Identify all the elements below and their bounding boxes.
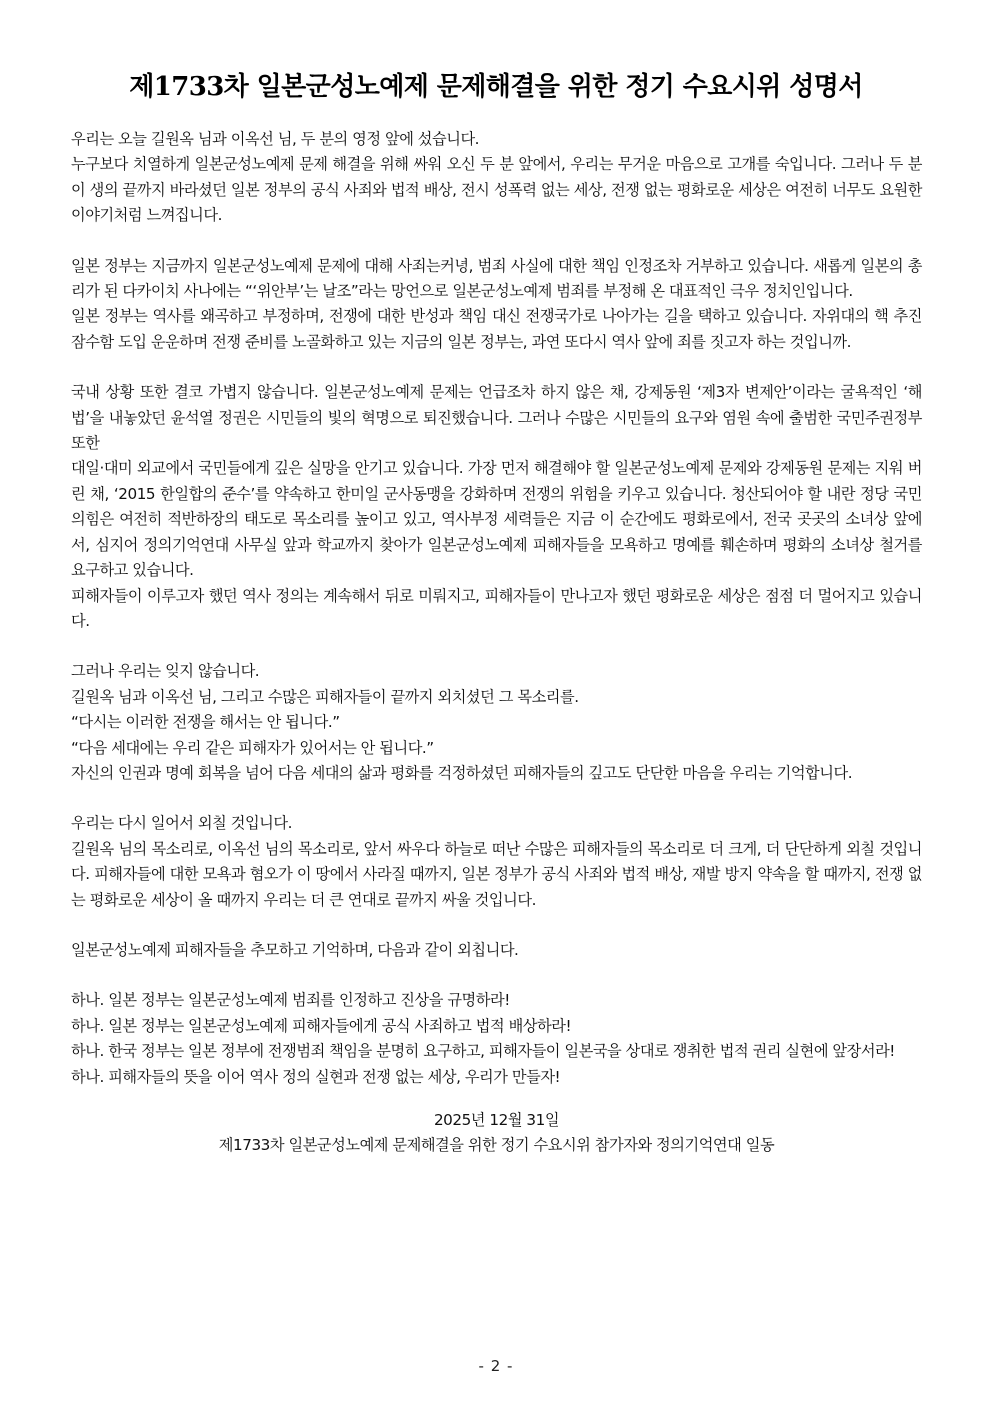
paragraph-7: 피해자들이 이루고자 했던 역사 정의는 계속해서 뒤로 미뤄지고, 피해자들이 만나고자 했던 평화로운 세상은 점점 더 멀어지고 있습니다. bbox=[71, 586, 922, 630]
resolution-4: 하나. 피해자들의 뜻을 이어 역사 정의 실현과 전쟁 없는 세상, 우리가 만들자! bbox=[71, 1067, 561, 1086]
paragraph-gap bbox=[71, 229, 922, 254]
paragraph-9: 길원옥 님과 이옥선 님, 그리고 수많은 피해자들이 끝까지 외치셨던 그 목소리를. bbox=[71, 687, 579, 706]
paragraph-12: 길원옥 님의 목소리로, 이옥선 님의 목소리로, 앞서 싸우다 하늘로 떠난 수많은 피해자들의 목소리로 더 크게, 더 단단하게 외칠 것입니다. 피해자들에 대한 모욕과 혐오가 이 땅에서 사라질 때까지, 일본 정부가 공식 사죄와 법적 배상, 재발 방지 약속을 할 때까지, 전쟁 없는 평화로운 세상이 올 때까지 우리는 더 큰 연대로 끝까지 싸울 것입니다. bbox=[71, 839, 922, 909]
paragraph-8: 그러나 우리는 잊지 않습니다. bbox=[71, 662, 260, 681]
statement-signatory: 제1733차 일본군성노예제 문제해결을 위한 정기 수요시위 참가자와 정의기억연대 일동 bbox=[218, 1136, 775, 1155]
paragraph-gap bbox=[71, 963, 922, 988]
quote-2: “다음 세대에는 우리 같은 피해자가 있어서는 안 됩니다.” bbox=[71, 738, 434, 757]
paragraph-11: 우리는 다시 일어서 외칠 것입니다. bbox=[71, 814, 292, 833]
paragraph-gap bbox=[71, 1090, 922, 1108]
resolution-1: 하나. 일본 정부는 일본군성노예제 범죄를 인정하고 진상을 규명하라! bbox=[71, 991, 510, 1010]
paragraph-gap bbox=[71, 913, 922, 938]
paragraph-gap bbox=[71, 786, 922, 811]
paragraph-1: 우리는 오늘 길원옥 님과 이옥선 님, 두 분의 영정 앞에 섰습니다. bbox=[71, 130, 480, 148]
paragraph-10: 자신의 인권과 명예 회복을 넘어 다음 세대의 삶과 평화를 걱정하셨던 피해자들의 깊고도 단단한 마음을 우리는 기억합니다. bbox=[71, 763, 853, 782]
resolution-3: 하나. 한국 정부는 일본 정부에 전쟁범죄 책임을 분명히 요구하고, 피해자들이 일본국을 상대로 쟁취한 법적 권리 실현에 앞장서라! bbox=[71, 1042, 895, 1061]
paragraph-6: 대일·대미 외교에서 국민들에게 깊은 실망을 안기고 있습니다. 가장 먼저 해결해야 할 일본군성노예제 문제와 강제동원 문제는 지워 버린 채, ‘2015 한일합의 준수’를 약속하고 한미일 군사동맹을 강화하며 전쟁의 위험을 키우고 있습니다. 청산되어야 할 내란 정당 국민의힘은 여전히 적반하장의 태도로 목소리를 높이고 있고, 역사부정 세력들은 지금 이 순간에도 평화로에서, 전국 곳곳의 소녀상 앞에서, 심지어 정의기억연대 사무실 앞과 학교까지 찾아가 일본군성노예제 피해자들을 모욕하고 명예를 훼손하며 평화의 소녀상 철거를 요구하고 있습니다. bbox=[71, 459, 922, 580]
paragraph-13: 일본군성노예제 피해자들을 추모하고 기억하며, 다음과 같이 외칩니다. bbox=[71, 940, 519, 959]
paragraph-3: 일본 정부는 지금까지 일본군성노예제 문제에 대해 사죄는커녕, 범죄 사실에 대한 책임 인정조차 거부하고 있습니다. 새롭게 일본의 총리가 된 다카이치 사나에는 “‘위안부’는 날조”라는 망언으로 일본군성노예제 범죄를 부정해 온 대표적인 극우 정치인입니다. bbox=[71, 256, 922, 301]
document-title: 제1733차 일본군성노예제 문제해결을 위한 정기 수요시위 성명서 bbox=[129, 72, 863, 102]
quote-1: “다시는 이러한 전쟁을 해서는 안 됩니다.” bbox=[71, 713, 340, 732]
resolution-2: 하나. 일본 정부는 일본군성노예제 피해자들에게 공식 사죄하고 법적 배상하라! bbox=[71, 1016, 572, 1035]
statement-body bbox=[71, 127, 922, 1159]
paragraph-4: 일본 정부는 역사를 왜곡하고 부정하며, 전쟁에 대한 반성과 책임 대신 전쟁국가로 나아가는 길을 택하고 있습니다. 자위대의 핵 추진 잠수함 도입 운운하며 전쟁 준비를 노골화하고 있는 지금의 일본 정부는, 과연 또다시 역사 앞에 죄를 짓고자 하는 것입니까. bbox=[71, 307, 922, 351]
paragraph-gap bbox=[71, 355, 922, 380]
paragraph-2: 누구보다 치열하게 일본군성노예제 문제 해결을 위해 싸워 오신 두 분 앞에서, 우리는 무거운 마음으로 고개를 숙입니다. 그러나 두 분이 생의 끝까지 바라셨던 일본 정부의 공식 사죄와 법적 배상, 전시 성폭력 없는 세상, 전쟁 없는 평화로운 세상은 여전히 너무도 요원한 이야기처럼 느껴집니다. bbox=[71, 155, 922, 225]
page-number: - 2 - bbox=[478, 1357, 514, 1375]
statement-date: 2025년 12월 31일 bbox=[433, 1111, 560, 1129]
paragraph-gap bbox=[71, 634, 922, 659]
paragraph-5: 국내 상황 또한 결코 가볍지 않습니다. 일본군성노예제 문제는 언급조차 하지 않은 채, 강제동원 ‘제3자 변제안’이라는 굴욕적인 ‘해법’을 내놓았던 윤석열 정권은 시민들의 빛의 혁명으로 퇴진했습니다. 그러나 수많은 시민들의 요구와 염원 속에 출범한 국민주권정부 또한 bbox=[71, 383, 922, 453]
